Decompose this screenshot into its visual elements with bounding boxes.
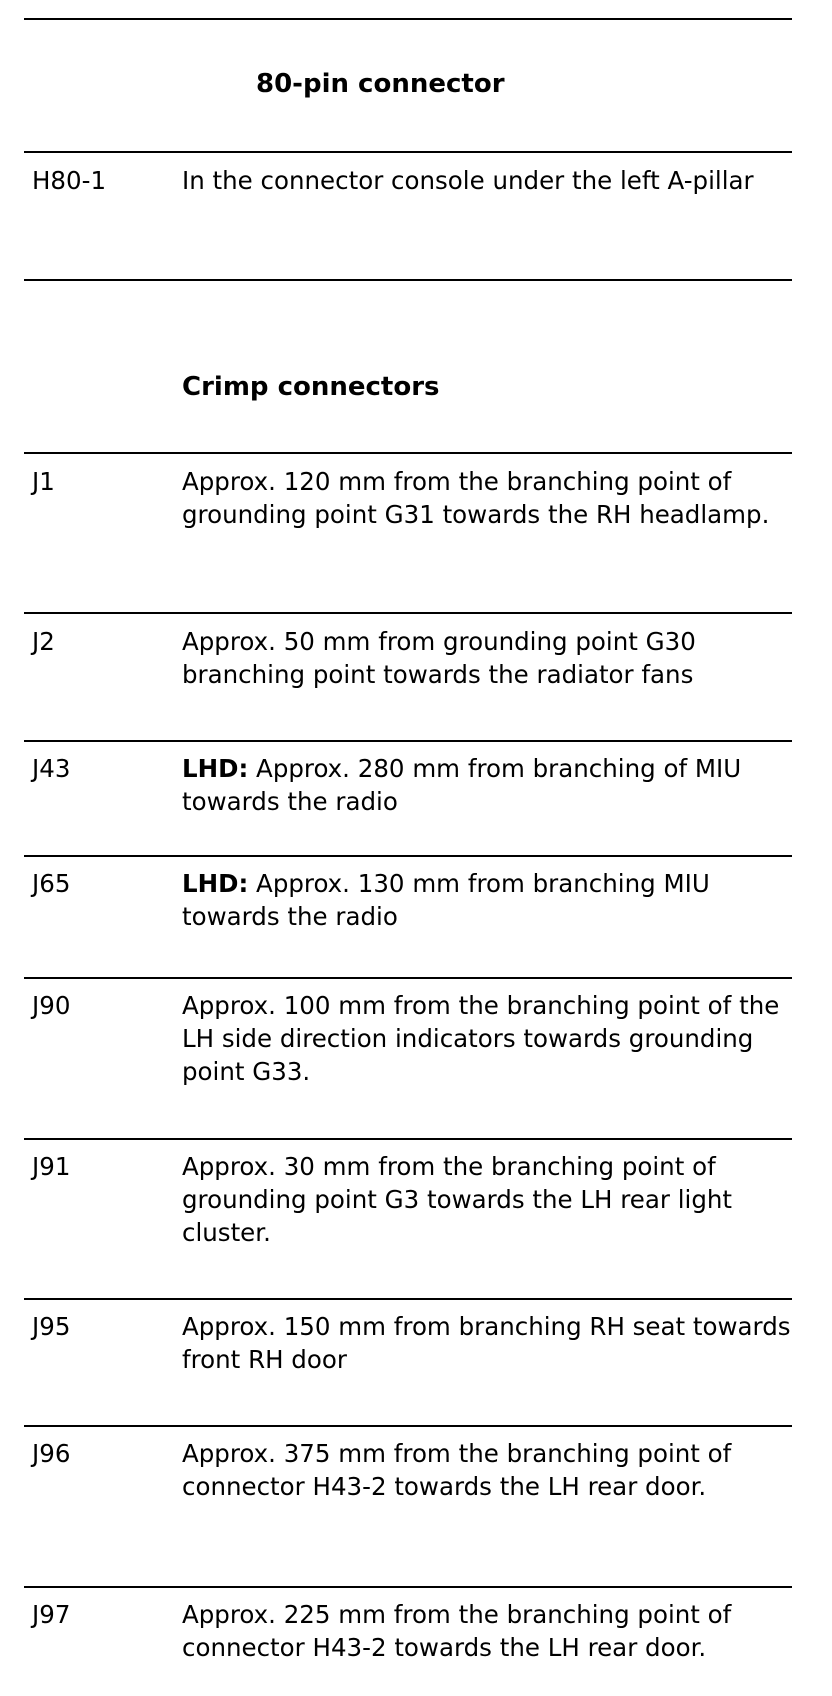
connector-code-j65: J65 (32, 869, 71, 898)
connector-code-j95: J95 (32, 1312, 71, 1341)
rule-below-j96 (24, 1586, 792, 1588)
rule-below-h80-1 (24, 279, 792, 281)
connector-code-j97: J97 (32, 1600, 71, 1629)
rule-below-j1 (24, 612, 792, 614)
connector-code-j96: J96 (32, 1439, 71, 1468)
rule-below-j2 (24, 740, 792, 742)
connector-location-j43 (182, 752, 794, 818)
connector-location-j97: Approx. 225 mm from the branching point of connector H43-2 towards the LH rear door. (182, 1600, 732, 1662)
rule-below-pin80-heading (24, 151, 792, 153)
rule-below-crimp-heading (24, 452, 792, 454)
connector-location-j95: Approx. 150 mm from branching RH seat towards front RH door (182, 1312, 791, 1374)
connector-code-j2: J2 (32, 627, 55, 656)
lhd-label: LHD: (182, 754, 249, 783)
rule-top (24, 18, 792, 20)
rule-below-j90 (24, 1138, 792, 1140)
rule-below-j91 (24, 1298, 792, 1300)
connector-location-j2: Approx. 50 mm from grounding point G30 branching point towards the radiator fans (182, 627, 696, 689)
connector-location-j65 (182, 867, 794, 933)
connector-location-j1: Approx. 120 mm from the branching point of grounding point G31 towards the RH headlamp. (182, 467, 770, 529)
connector-code-j91: J91 (32, 1152, 71, 1181)
connector-code-h80-1: H80-1 (32, 166, 107, 195)
section-heading-crimp-connectors: Crimp connectors (182, 372, 440, 402)
rule-below-j43 (24, 855, 792, 857)
location-text: Approx. 280 mm from branching of MIU towards the radio (182, 754, 742, 816)
connector-location-h80-1: In the connector console under the left A-pillar (182, 166, 754, 195)
rule-below-j65 (24, 977, 792, 979)
connector-location-j90: Approx. 100 mm from the branching point of the LH side direction indicators towards grounding point G33. (182, 991, 780, 1086)
location-text: Approx. 130 mm from branching MIU towards the radio (182, 869, 710, 931)
connector-code-j1: J1 (32, 467, 55, 496)
connector-location-j96: Approx. 375 mm from the branching point of connector H43-2 towards the LH rear door. (182, 1439, 732, 1501)
section-heading-80-pin: 80-pin connector (256, 69, 505, 99)
rule-below-j95 (24, 1425, 792, 1427)
connector-code-j43: J43 (32, 754, 71, 783)
connector-location-j91: Approx. 30 mm from the branching point of grounding point G3 towards the LH rear light cluster. (182, 1152, 733, 1247)
lhd-label: LHD: (182, 869, 249, 898)
connector-code-j90: J90 (32, 991, 71, 1020)
